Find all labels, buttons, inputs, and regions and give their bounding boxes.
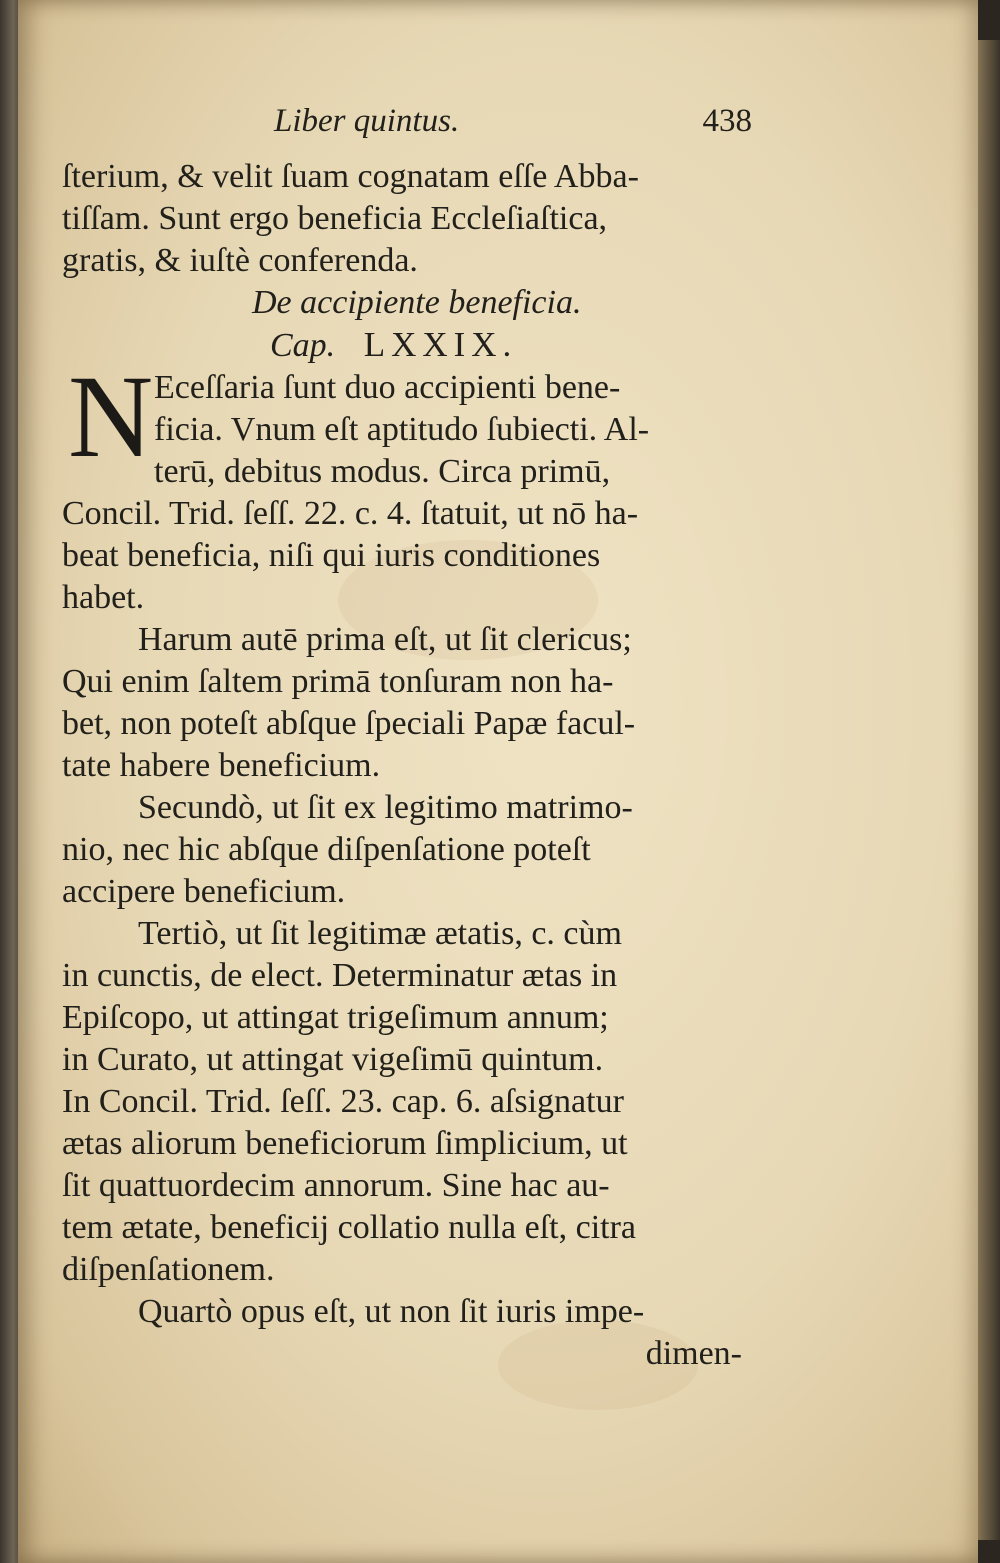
chapter-label: Cap. <box>270 327 336 364</box>
section-heading: De accipiente beneficia. <box>252 284 582 321</box>
text-line: accipere beneficium. <box>62 873 346 910</box>
text-line: tiſſam. Sunt ergo beneficia Eccleſiaſtica, <box>62 200 608 237</box>
text-line: bet, non poteſt abſque ſpeciali Papæ facul- <box>62 705 636 742</box>
text-line: In Concil. Trid. ſeſſ. 23. cap. 6. aſsignatur <box>62 1083 624 1120</box>
chapter-heading <box>62 324 742 367</box>
drop-cap-initial: N <box>68 351 154 482</box>
text-line: Harum autē prima eſt, ut ſit clericus; <box>138 621 632 658</box>
text-line: nio, nec hic abſque diſpenſatione poteſt <box>62 831 591 868</box>
page-number: 438 <box>702 103 752 139</box>
catchword: dimen- <box>645 1335 742 1372</box>
text-line: Qui enim ſaltem primā tonſuram non ha- <box>62 663 614 700</box>
running-head: Liber quintus. <box>274 103 460 139</box>
text-line: ficia. Vnum eſt aptitudo ſubiecti. Al- <box>154 411 650 448</box>
page-text <box>62 100 752 1375</box>
text-line: Epiſcopo, ut attingat trigeſimum annum; <box>62 999 609 1036</box>
text-line: Eceſſaria ſunt duo accipienti bene- <box>154 369 621 406</box>
text-line: in cunctis, de elect. Determinatur ætas in <box>62 957 618 994</box>
chapter-number: LXXIX. <box>363 325 518 364</box>
text-line: beat beneficia, niſi qui iuris conditiones <box>62 537 601 574</box>
text-line: Concil. Trid. ſeſſ. 22. c. 4. ſtatuit, ut nō ha- <box>62 495 639 532</box>
text-line: Secundò, ut ſit ex legitimo matrimo- <box>138 789 633 826</box>
opening-paragraph <box>62 351 742 493</box>
text-line: tate habere beneficium. <box>62 747 381 784</box>
text-line: ætas aliorum beneficiorum ſimplicium, ut <box>62 1125 628 1162</box>
text-line: tem ætate, beneficij collatio nulla eſt, citra <box>62 1209 636 1246</box>
text-line: gratis, & iuſtè conferenda. <box>62 242 418 279</box>
text-line: terū, debitus modus. Circa primū, <box>154 453 611 490</box>
book-page <box>18 0 978 1563</box>
text-line: Tertiò, ut ſit legitimæ ætatis, c. cùm <box>138 915 622 952</box>
text-line: ſterium, & velit ſuam cognatam eſſe Abba- <box>62 158 639 195</box>
text-line: diſpenſationem. <box>62 1251 275 1288</box>
text-line: in Curato, ut attingat vigeſimū quintum. <box>62 1041 604 1078</box>
page-header <box>62 100 752 156</box>
text-line: habet. <box>62 579 145 616</box>
text-line: Quartò opus eſt, ut non ſit iuris impe- <box>138 1293 645 1330</box>
text-line: ſit quattuordecim annorum. Sine hac au- <box>62 1167 610 1204</box>
